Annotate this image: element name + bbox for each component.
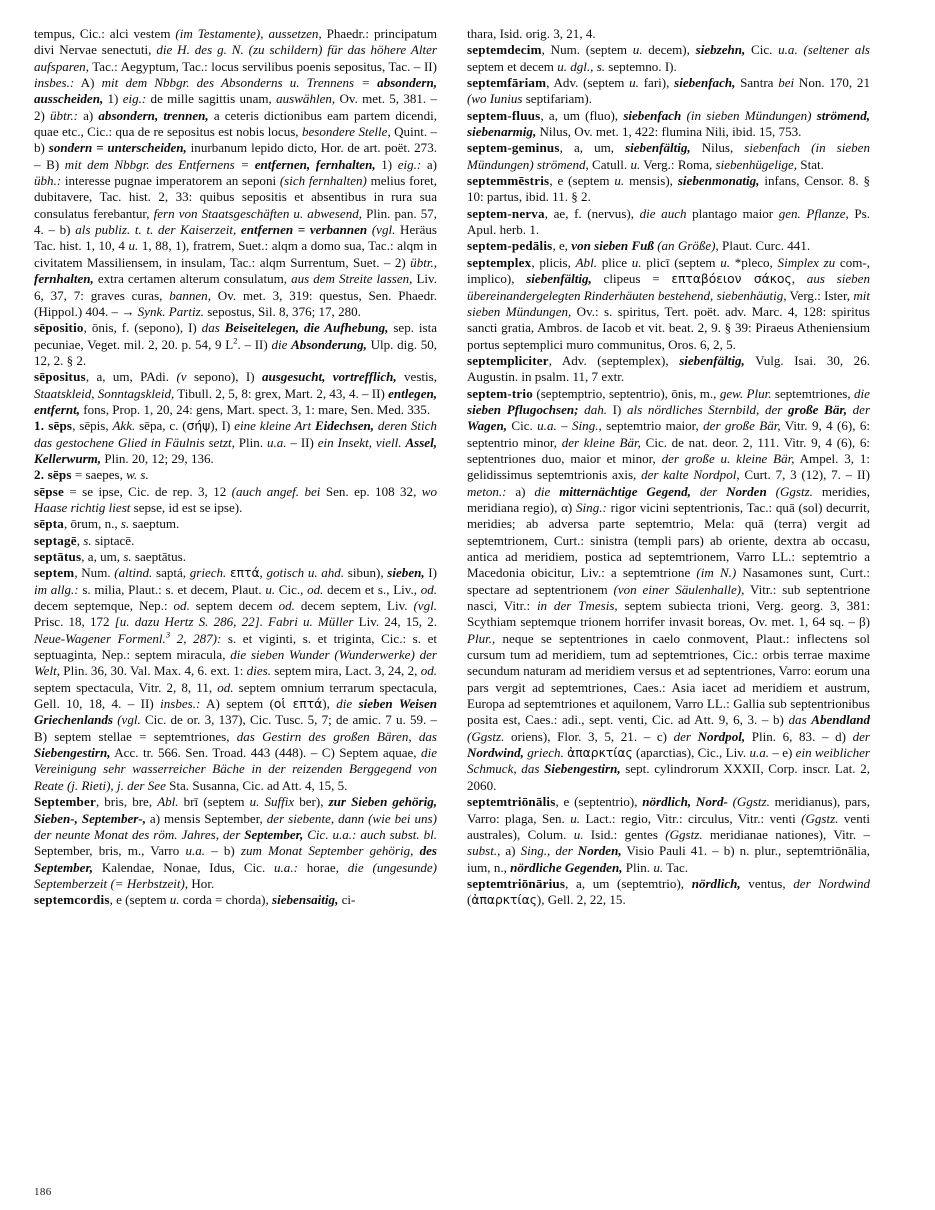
entry-septemfariam: septemfāriam, Adv. (septem u. fari), siebenfach, Santra bei Non. 170, 21 (wo Iunius septifariam). (467, 75, 870, 107)
entry-septemplex: septemplex, plicis, Abl. plice u. plicī (septem u. *pleco, Simplex zu com-, implico), siebenfältig, clipeus = επταβόειον σάκος, aus sieben übereinandergelegten Rinderhäuten bestehend, siebenhäutig, Verg.: Ister, mit sieben Mündungen, Ov.: s. spiritus, Tert. poët. adv. Marc. 4, 128: spiritus sancti gratia, Ambros. de Iacob et vit. beat. 2, 9. § 39: Piraeus Atheniensium portus septemplici muro communitus, Oros. 6, 2, 5. (467, 254, 870, 352)
entry-septemmestris: septemmēstris, e (septem u. mensis), siebenmonatig, infans, Censor. 8. § 10: partus, ibid. 11. § 2. (467, 173, 871, 205)
entry-septemcordis: septemcordis, e (septem u. corda = chorda), siebensaitig, ci- (34, 892, 356, 908)
entry-septemdecim: septemdecim, Num. (septem u. decem), siebzehn, Cic. u.a. (seltener als septem et decem u. dgl., s. septemno. I). (467, 42, 871, 74)
entry-septemtrionarius: septemtriōnārius, a, um (septemtrio), nördlich, ventus, der Nordwind (ἀπαρκτίας), Gell. 2, 22, 15. (467, 875, 871, 908)
entry-septemtrionalis: septemtriōnālis, e (septentrio), nördlich, Nord- (Ggstz. meridianus), pars, Varro: plaga, Sen. u. Lact.: regio, Vitr.: circulus, Vitr.: venti (Ggstz. venti australes), Colum. u. Isid.: gentes (Ggstz. meridianae nationes), Vitr. – subst., a) Sing., der Norden, Visio Pauli 41. – b) n. plur., septemtriōnālia, ium, n., nördliche Gegenden, Plin. u. Tac. (467, 794, 870, 875)
entry-septage: septagē, s. siptacē. (34, 532, 135, 548)
entry-septem-geminus: septem-geminus, a, um, siebenfältig, Nilus, siebenfach (in sieben Mündungen) strömend, Catull. u. Verg.: Roma, siebenhügelige, Stat. (467, 140, 870, 172)
entry-septemcordis-continued: thara, Isid. orig. 3, 21, 4. (467, 26, 596, 41)
entry-septa: sēpta, ōrum, n., s. saeptum. (34, 516, 180, 532)
entry-septempliciter: septempliciter, Adv. (septemplex), siebenfältig, Vulg. Isai. 30, 26. Augustin. in psalm. 11, 7 extr. (467, 352, 870, 385)
entry-sepse: sēpse = se ipse, Cic. de rep. 3, 12 (auch angef. bei Sen. ep. 108 32, wo Haase richtig liest sepse, id est se ipse). (34, 483, 437, 515)
entry-seps-2: 2. sēps = saepes, w. s. (34, 467, 149, 483)
entry-septem-trio: septem-trio (septemptrio, septentrio), ōnis, m., gew. Plur. septemtriones, die sieben Pflugochsen; dah. I) als nördliches Sternbild, der große Bär, der Wagen, Cic. u.a. – Sing., septemtrio maior, der große Bär, Vitr. 9, 4 (6), 6: septentrio minor, der kleine Bär, Cic. de nat. deor. 2, 111. Vitr. 9, 4 (6), 6: septentriones duo, maior et minor, der große u. kleine Bär, Ampel. 3, 1: gelidissimus septemtrionis axis, der kalte Nordpol, Curt. 7, 3 (12), 7. – II) meton.: a) die mitternächtige Gegend, der Norden (Ggstz. meridies, meridiana regio), α) Sing.: rigor vicini septentrionis, Tac.: quā (sol) decurrit, meridies; ab adversa parte septemtrio, Mela: quā (terra) vergit ad septemtrionem, Curt.: sinistra (templi pars) ab oriente, dextra ab occasu, antica ad meridiem, postica ad septemtrionem, Varro LL.: septemtrio a Macedonia obicitur, Liv.: a septemtrione (im N.) Nasamones sunt, Curt.: spectare ad septentrionem (von einer Säulenhalle), Vitr.: sub septentrione nasci, Vitr.: in der Tmesis, septem subiecta trioni, Verg. georg. 3, 381: Scythiam septemque trionem horrifer invasit boreas, Ov. met. 1, 64 sq. – β) Plur., neque se septentriones in caelo conmovent, Plaut.: inflectens sol cursum tum ad meridiem, tum ad septemtriones, Cic.: orbis terrae maxime secundum naturam ad meridiem versus et ad septentriones, Varro: eorum una pars vergit ad septemtriones, Caes.: Asia iacet ad meridiem et austrum, Europa ad septemtriones et aquilonem, Varro LL.: Gallia sub septentrionibus posita est, Caes.: adi., sept. venti, Cic. ad Att. 9, 6, 3. – b) das Abendland (Ggstz. oriens), Flor. 3, 5, 21. – c) der Nordpol, Plin. 6, 83. – d) der Nordwind, griech. ἀπαρκτίας (aparctias), Cic., Liv. u.a. – e) ein weiblicher Schmuck, das Siebengestirn, sept. cylindrorum XXXII, Corp. inscr. Lat. 2, 2060. (467, 385, 871, 793)
entry-septem-nerva: septem-nerva, ae, f. (nervus), die auch plantago maior gen. Pflanze, Ps. Apul. herb. 1. (467, 205, 871, 238)
entry-septem: septem, Num. (altind. saptá, griech. επτά, gotisch u. ahd. sibun), sieben, I) im allg.: s. milia, Plaut.: s. et decem, Plaut. u. Cic., od. decem et s., Liv., od. decem septemque, Nep.: od. septem decem od. decem septem, Liv. (vgl. Prisc. 18, 172 [u. dazu Hertz S. 286, 22]. Fabri u. Müller Liv. 24, 15, 2. Neue-Wagener Formenl.$^3$ 2, 287): s. et viginti, s. et triginta, Cic.: s. et septuaginta, Nep.: septem miracula, die sieben Wunder (Wunderwerke) der Welt, Plin. 36, 30. Val. Max. 4, 6. ext. 1: dies. septem mira, Lact. 3, 24, 2, od. septem spectacula, Vitr. 2, 8, 11, od. septem omnium terrarum spectacula, Gell. 10, 18, 4. – II) insbes.: A) septem (οἱ επτά), die sieben Weisen Griechenlands (vgl. Cic. de or. 3, 137), Cic. Tusc. 5, 7; de amic. 7 u. 59. – B) septem stellae = septemtriones, das Gestirn des großen Bären, das Siebengestirn, Acc. tr. 566. Sen. Troad. 443 (448). – C) Septem aquae, die Vereinigung sehr wasserreicher Bäche in der reizenden Berggegend von Reate (j. Rieti), j. der See Sta. Susanna, Cic. ad Att. 4, 15, 5. (34, 565, 438, 793)
entry-septem-pedalis: septem-pedālis, e, von sieben Fuß (an Größe), Plaut. Curc. 441. (467, 238, 811, 254)
entry-septem-fluus: septem-fluus, a, um (fluo), siebenfach (in sieben Mündungen) strömend, siebenarmig, Nilus, Ov. met. 1, 422: flumina Nili, ibid. 15, 753. (467, 107, 871, 140)
right-column (467, 26, 870, 1174)
entry-sepositio: sēpositio, ōnis, f. (sepono), I) das Beiseitelegen, die Aufhebung, sep. ista pecuniae, Veget. mil. 2, 20. p. 54, 9 $L^2$. – II) die Absonderung, Ulp. dig. 50, 12, 2. § 2. (34, 320, 438, 368)
entry-sepositus: sēpositus, a, um, PAdi. (v sepono), I) ausgesucht, vortrefflich, vestis, Staatskleid, Sonntagskleid, Tibull. 2, 5, 8: grex, Mart. 2, 43, 4. – II) entlegen, entfernt, fons, Prop. 1, 20, 24: gens, Mart. spect. 3, 1: mare, Sen. Med. 335. (34, 369, 437, 417)
left-column (34, 26, 437, 1174)
entry-septatus: septātus, a, um, s. saeptātus. (34, 549, 187, 564)
entry-seps-1: 1. sēps, sēpis, Akk. sēpa, c. (σήψ), I) eine kleine Art Eidechsen, deren Stich das gestochene Glied in Fäulnis setzt, Plin. u.a. – II) ein Insekt, viell. Assel, Kellerwurm, Plin. 20, 12; 29, 136. (34, 418, 437, 466)
page-folio-number: 186 (34, 1186, 52, 1198)
page-columns (34, 26, 901, 1174)
entry-sepono-continued: tempus, Cic.: alci vestem (im Testamente), aussetzen, Phaedr.: principatum divi Nervae senectuti, die H. des g. N. (zu schildern) für das höhere Alter aufsparen, Tac.: Aegyptum, Tac.: locus servilibus poenis sepositus, Tac. – II) insbes.: A) mit dem Nbbgr. des Absonderns u. Trennens = absondern, ausscheiden, 1) eig.: de mille sagittis unam, auswählen, Ov. met. 5, 381. – 2) übtr.: a) absondern, trennen, a ceteris dictionibus eam partem dicendi, quae etc., Cic.: qua de re sepositus est nobis locus, besondere Stelle, Quint. – b) sondern = unterscheiden, inurbanum lepido dicto, Hor. de art. poët. 273. – B) mit dem Nbbgr. des Entfernens = entfernen, fernhalten, 1) eig.: a) übh.: interesse pugnae imperatorem an seponi (sich fernhalten) melius foret, dubitavere, Tac. hist. 2, 33: quibus sepositis et absentibus in rura sua consulatus ferebantur, fern von Staatsgeschäften u. abwesend, Plin. pan. 57, 4. – b) als publiz. t. t. der Kaiserzeit, entfernen = verbannen (vgl. Heräus Tac. hist. 1, 10, 4 u. 1, 88, 1), fratrem, Suet.: alqm a domo sua, Tac.: alqm in civitatem Massiliensem, in insulam, Tac.: alqm Surrentum, Suet. – 2) übtr., fernhalten, extra certamen alterum consulatum, aus dem Streite lassen, Liv. 6, 37, 7: graves curas, bannen, Ov. met. 3, 319: questus, Sen. Phaedr. (Hippol.) 404. – → Synk. Partiz. sepostus, Sil. 8, 376; 17, 280. (34, 26, 438, 319)
entry-september: September, bris, bre, Abl. brī (septem u. Suffix ber), zur Sieben gehörig, Sieben-, September-, a) mensis September, der siebente, dann (wie bei uns) der neunte Monat des röm. Jahres, der September, Cic. u.a.: auch subst. bl. September, bris, m., Varro u.a. – b) zum Monat September gehörig, des September, Kalendae, Nonae, Idus, Cic. u.a.: horae, die (ungesunde) Septemberzeit (= Herbstzeit), Hor. (34, 794, 438, 891)
